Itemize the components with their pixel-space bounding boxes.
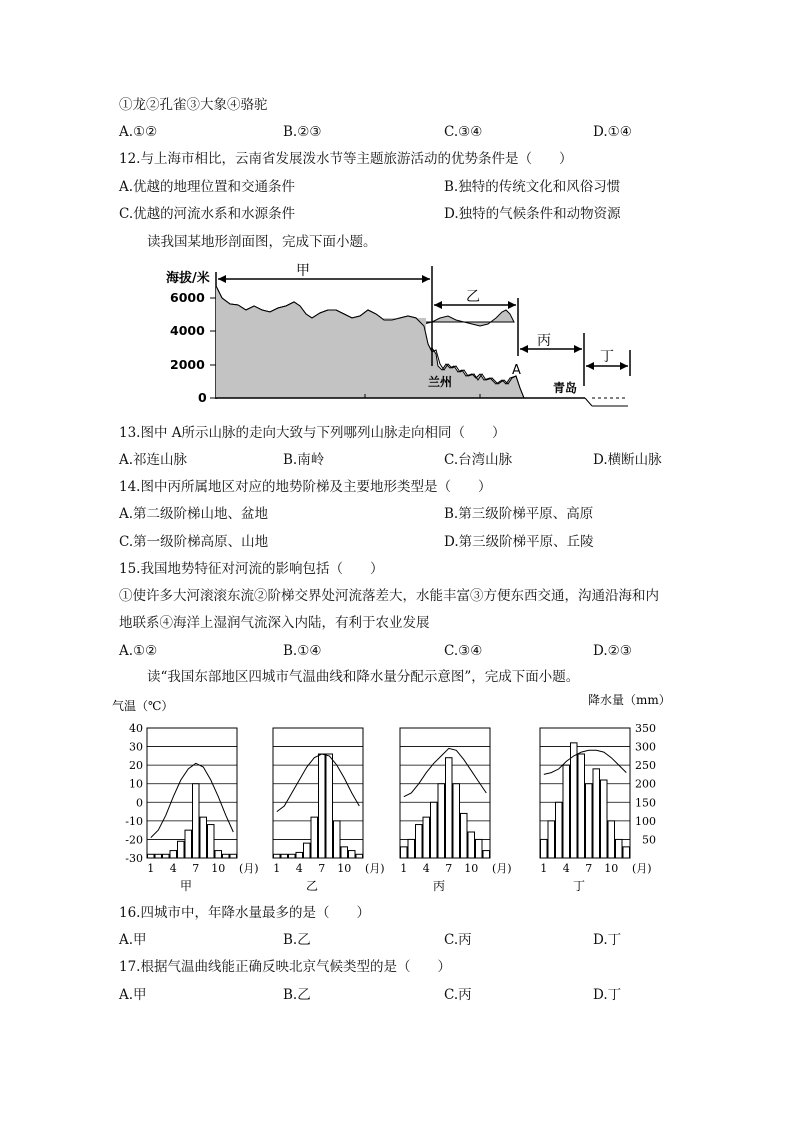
climate-panel-3 bbox=[400, 728, 512, 893]
q15-stem: 15.我国地势特征对河流的影响包括（ ） bbox=[119, 561, 384, 577]
precip-bar bbox=[483, 851, 490, 858]
precip-bar bbox=[608, 821, 615, 858]
precip-bar bbox=[223, 854, 230, 858]
month-unit-label: (月) bbox=[365, 862, 385, 875]
precip-bar bbox=[408, 839, 415, 858]
precip-axis-label: 降水量（mm） bbox=[588, 693, 671, 707]
label-a: A bbox=[512, 363, 521, 378]
precip-bar bbox=[208, 825, 215, 858]
month-tick-label: 4 bbox=[422, 862, 430, 875]
precip-bar bbox=[571, 743, 578, 858]
temp-tick-label: -20 bbox=[125, 833, 143, 847]
profile-ylabel: 海拔/米 bbox=[166, 271, 210, 286]
city-label: 丙 bbox=[432, 879, 446, 893]
precip-bar bbox=[616, 839, 623, 858]
month-tick-label: 7 bbox=[585, 862, 593, 875]
precip-bar bbox=[468, 832, 475, 858]
precip-bar bbox=[476, 839, 483, 858]
precip-bar bbox=[163, 854, 170, 858]
month-tick-label: 4 bbox=[169, 862, 177, 875]
precip-bar bbox=[311, 817, 318, 858]
month-unit-label: (月) bbox=[632, 862, 652, 875]
precip-bar bbox=[289, 854, 296, 858]
segment-jia: 甲 bbox=[296, 263, 310, 279]
label-qingdao: 青岛 bbox=[553, 381, 578, 395]
temp-tick-label: 40 bbox=[129, 722, 143, 735]
q15-option-d: D.②③ bbox=[593, 643, 632, 659]
q12-option-a: A.优越的地理位置和交通条件 bbox=[119, 179, 296, 195]
precip-bar bbox=[623, 847, 630, 858]
segment-bing: 丙 bbox=[537, 333, 551, 349]
q11-option-c: C.③④ bbox=[444, 124, 483, 140]
precip-bar bbox=[334, 821, 341, 858]
precip-bar bbox=[556, 802, 563, 858]
month-unit-label: (月) bbox=[492, 862, 512, 875]
label-lanzhou: 兰州 bbox=[428, 375, 453, 389]
q14-option-a: A.第二级阶梯山地、盆地 bbox=[119, 506, 269, 522]
q13-option-c: C.台湾山脉 bbox=[444, 452, 513, 468]
q16-option-c: C.丙 bbox=[444, 932, 472, 948]
precip-tick-label: 350 bbox=[635, 722, 656, 735]
q14-option-d: D.第三级阶梯平原、丘陵 bbox=[444, 534, 594, 550]
q15-option-a: A.①② bbox=[119, 643, 158, 659]
precip-bar bbox=[274, 854, 281, 858]
q16-stem: 16.四城市中，年降水量最多的是（ ） bbox=[119, 905, 370, 921]
city-label: 丁 bbox=[572, 879, 586, 893]
precip-bar bbox=[541, 839, 548, 858]
precip-tick-label: 50 bbox=[642, 833, 656, 847]
q12-option-b: B.独特的传统文化和风俗习惯 bbox=[444, 179, 621, 195]
ytick-4000: 4000 bbox=[170, 323, 205, 338]
temp-tick-label: -10 bbox=[125, 814, 143, 828]
precip-bar bbox=[563, 765, 570, 858]
climate-intro: 读“我国东部地区四城市气温曲线和降水量分配示意图”，完成下面小题。 bbox=[147, 669, 580, 685]
q12-option-d: D.独特的气候条件和动物资源 bbox=[444, 206, 621, 222]
temp-tick-label: 0 bbox=[136, 796, 143, 810]
q17-option-b: B.乙 bbox=[283, 987, 311, 1003]
q11-option-d: D.①④ bbox=[593, 124, 632, 140]
precip-bar bbox=[453, 784, 460, 858]
q15-body-2: 地联系④海洋上湿润气流深入内陆，有利于农业发展 bbox=[119, 615, 430, 631]
month-tick-label: 7 bbox=[192, 862, 200, 875]
month-tick-label: 10 bbox=[337, 862, 352, 875]
city-label: 甲 bbox=[179, 879, 193, 893]
month-tick-label: 1 bbox=[273, 862, 281, 875]
temp-tick-label: -30 bbox=[125, 852, 143, 865]
q15-option-b: B.①④ bbox=[283, 643, 322, 659]
q13-option-b: B.南岭 bbox=[283, 452, 325, 468]
q17-option-d: D.丁 bbox=[593, 987, 622, 1003]
climate-charts-figure bbox=[110, 690, 675, 900]
ytick-6000: 6000 bbox=[170, 290, 205, 305]
terrain-profile-figure bbox=[160, 258, 640, 418]
q14-stem: 14.图中丙所属地区对应的地势阶梯及主要地形类型是（ ） bbox=[119, 479, 492, 495]
precip-tick-label: 200 bbox=[635, 777, 656, 791]
precip-bar bbox=[215, 851, 222, 858]
q16-option-d: D.丁 bbox=[593, 932, 622, 948]
precip-bar bbox=[431, 802, 438, 858]
month-unit-label: (月) bbox=[239, 862, 259, 875]
precip-bar bbox=[593, 769, 600, 858]
month-tick-label: 7 bbox=[445, 862, 453, 875]
precip-bar bbox=[319, 754, 326, 858]
precip-tick-label: 250 bbox=[635, 759, 656, 773]
precip-bar bbox=[304, 843, 311, 858]
month-tick-label: 4 bbox=[562, 862, 570, 875]
profile-intro: 读我国某地形剖面图，完成下面小题。 bbox=[147, 234, 377, 250]
q16-option-a: A.甲 bbox=[119, 932, 147, 948]
precip-bar bbox=[401, 847, 408, 858]
precip-bar bbox=[349, 851, 356, 858]
precip-tick-label: 100 bbox=[635, 814, 656, 828]
precip-bar bbox=[423, 817, 430, 858]
precip-bar bbox=[230, 854, 237, 858]
month-tick-label: 10 bbox=[211, 862, 226, 875]
month-tick-label: 1 bbox=[147, 862, 155, 875]
q17-option-c: C.丙 bbox=[444, 987, 472, 1003]
precip-bar bbox=[548, 821, 555, 858]
q14-option-c: C.第一级阶梯高原、山地 bbox=[119, 534, 269, 550]
q17-stem: 17.根据气温曲线能正确反映北京气候类型的是（ ） bbox=[119, 959, 451, 975]
month-tick-label: 10 bbox=[464, 862, 479, 875]
precip-bar bbox=[446, 758, 453, 858]
precip-bar bbox=[296, 852, 303, 858]
precip-bar bbox=[185, 830, 192, 858]
precip-bar bbox=[586, 784, 593, 858]
month-tick-label: 1 bbox=[400, 862, 408, 875]
month-tick-label: 1 bbox=[540, 862, 548, 875]
precip-bar bbox=[461, 813, 468, 858]
q11-option-a: A.①② bbox=[119, 124, 158, 140]
ytick-2000: 2000 bbox=[170, 357, 205, 372]
temp-axis-label: 气温（℃） bbox=[112, 699, 174, 713]
segment-ding: 丁 bbox=[600, 349, 614, 365]
q11-items: ①龙②孔雀③大象④骆驼 bbox=[119, 97, 268, 113]
temp-tick-label: 30 bbox=[129, 740, 143, 754]
q13-option-a: A.祁连山脉 bbox=[119, 452, 188, 468]
precip-bar bbox=[438, 784, 445, 858]
temp-tick-label: 20 bbox=[129, 759, 143, 773]
temp-tick-label: 10 bbox=[129, 777, 143, 791]
q14-option-b: B.第三级阶梯平原、高原 bbox=[444, 506, 594, 522]
precip-bar bbox=[178, 841, 185, 858]
precip-bar bbox=[601, 780, 608, 858]
precip-bar bbox=[170, 851, 177, 858]
segment-yi: 乙 bbox=[466, 289, 480, 305]
precip-bar bbox=[200, 817, 207, 858]
precip-bar bbox=[578, 754, 585, 858]
precip-tick-label: 150 bbox=[635, 796, 656, 810]
precip-bar bbox=[416, 825, 423, 858]
climate-panel-1 bbox=[147, 728, 259, 893]
temperature-curve bbox=[544, 750, 627, 774]
climate-panel-2 bbox=[273, 728, 385, 893]
q11-option-b: B.②③ bbox=[283, 124, 322, 140]
precip-bar bbox=[193, 784, 200, 858]
q13-option-d: D.横断山脉 bbox=[593, 452, 662, 468]
q17-option-a: A.甲 bbox=[119, 987, 147, 1003]
precip-bar bbox=[155, 854, 162, 858]
q12-stem: 12.与上海市相比，云南省发展泼水节等主题旅游活动的优势条件是（ ） bbox=[119, 151, 573, 167]
q12-option-c: C.优越的河流水系和水源条件 bbox=[119, 206, 296, 222]
precip-bar bbox=[326, 754, 333, 858]
ytick-0: 0 bbox=[198, 390, 207, 405]
q15-body-1: ①使许多大河滚滚东流②阶梯交界处河流落差大，水能丰富③方便东西交通，沟通沿海和内 bbox=[119, 588, 659, 604]
month-tick-label: 10 bbox=[604, 862, 619, 875]
q15-option-c: C.③④ bbox=[444, 643, 483, 659]
month-tick-label: 4 bbox=[295, 862, 303, 875]
precip-tick-label: 300 bbox=[635, 740, 656, 754]
month-tick-label: 7 bbox=[318, 862, 326, 875]
city-label: 乙 bbox=[305, 879, 319, 893]
q16-option-b: B.乙 bbox=[283, 932, 311, 948]
precip-bar bbox=[341, 847, 348, 858]
precip-bar bbox=[281, 854, 288, 858]
precip-bar bbox=[148, 854, 155, 858]
precip-bar bbox=[356, 854, 363, 858]
q13-stem: 13.图中 A所示山脉的走向大致与下列哪列山脉走向相同（ ） bbox=[119, 425, 506, 441]
